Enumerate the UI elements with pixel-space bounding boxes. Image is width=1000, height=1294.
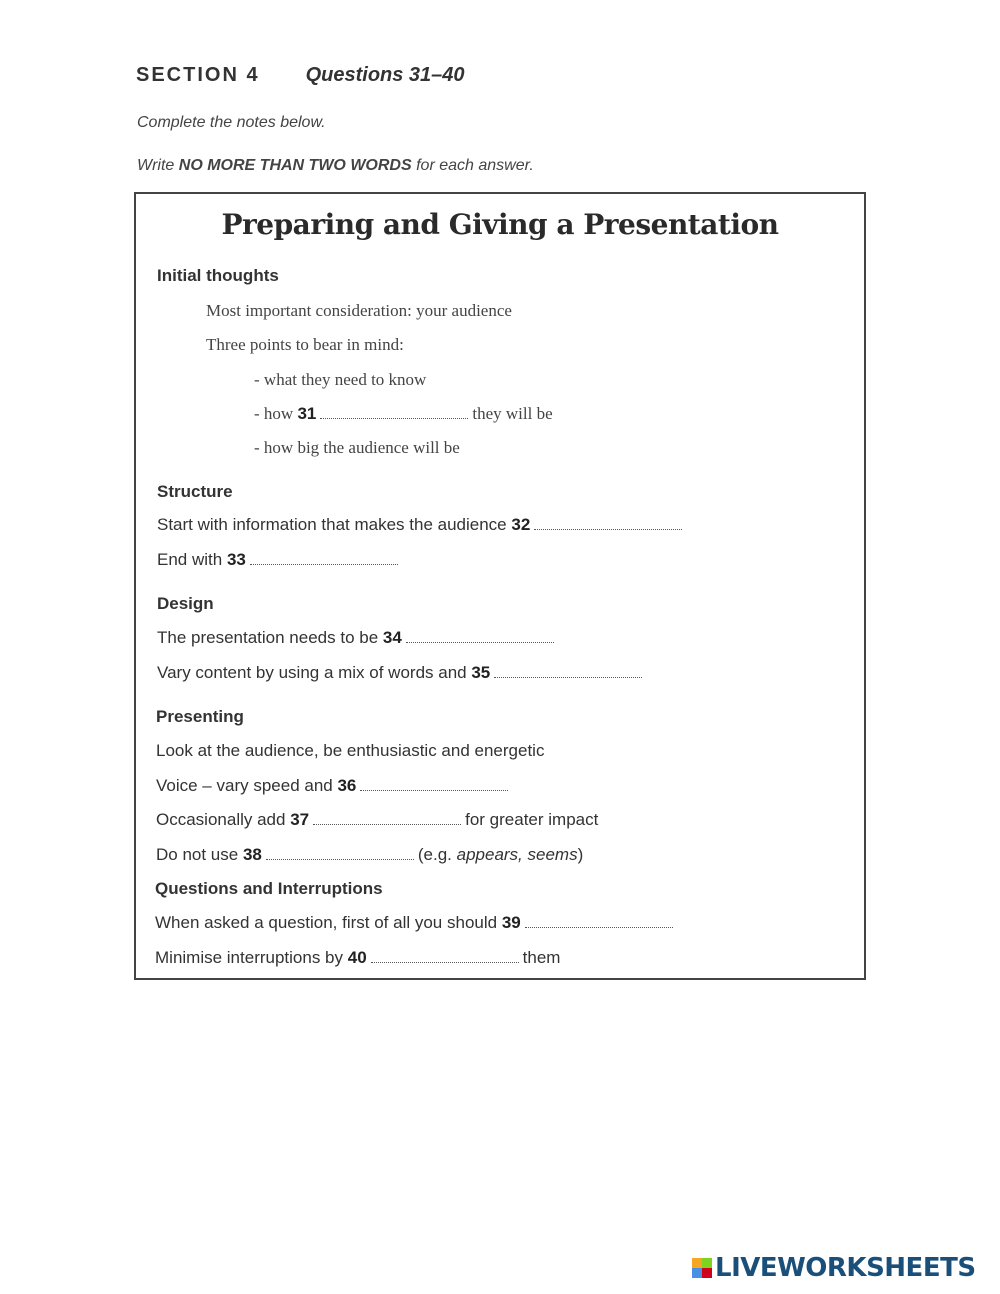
logo-text: LIVEWORKSHEETS [715, 1253, 976, 1283]
instruction-complete: Complete the notes below. [137, 114, 326, 131]
answer-blank-34[interactable] [406, 641, 554, 643]
question-39: When asked a question, first of all you should 39 [155, 913, 677, 933]
question-35: Vary content by using a mix of words and 35 [157, 663, 646, 683]
question-34: The presentation needs to be 34 [157, 628, 558, 648]
answer-blank-31[interactable] [320, 417, 468, 419]
note-look-at-audience: Look at the audience, be enthusiastic and energetic [156, 741, 545, 760]
notes-box [134, 192, 866, 980]
liveworksheets-icon [692, 1258, 712, 1278]
liveworksheets-logo [692, 1254, 976, 1282]
question-38: Do not use 38 (e.g. appears, seems) [156, 845, 584, 864]
section-label: SECTION 4 [136, 64, 260, 86]
bullet-audience-size: - how big the audience will be [254, 438, 460, 457]
answer-blank-36[interactable] [360, 789, 508, 791]
notes-title: Preparing and Giving a Presentation [221, 208, 779, 241]
heading-initial-thoughts: Initial thoughts [157, 266, 279, 285]
answer-blank-38[interactable] [266, 858, 414, 860]
question-33: End with 33 [157, 550, 402, 570]
bullet-question-31: - how 31 they will be [254, 404, 553, 423]
heading-presenting: Presenting [156, 707, 244, 726]
question-36: Voice – vary speed and 36 [156, 776, 512, 796]
questions-range: Questions 31–40 [305, 64, 465, 86]
answer-blank-39[interactable] [525, 926, 673, 928]
note-three-points: Three points to bear in mind: [206, 335, 404, 354]
answer-blank-40[interactable] [371, 961, 519, 963]
bullet-need-to-know: - what they need to know [254, 370, 427, 389]
instruction-word-limit: Write NO MORE THAN TWO WORDS for each answer. [137, 157, 534, 174]
note-audience: Most important consideration: your audience [206, 301, 512, 320]
answer-blank-37[interactable] [313, 823, 461, 825]
section-header [136, 64, 465, 87]
question-32: Start with information that makes the audience 32 [157, 515, 686, 535]
heading-design: Design [157, 594, 214, 613]
answer-blank-32[interactable] [534, 528, 682, 530]
question-40: Minimise interruptions by 40 them [155, 948, 561, 967]
question-37: Occasionally add 37 for greater impact [156, 810, 599, 829]
heading-structure: Structure [157, 482, 233, 501]
answer-blank-33[interactable] [250, 563, 398, 565]
heading-questions-interruptions: Questions and Interruptions [155, 879, 383, 898]
answer-blank-35[interactable] [494, 676, 642, 678]
